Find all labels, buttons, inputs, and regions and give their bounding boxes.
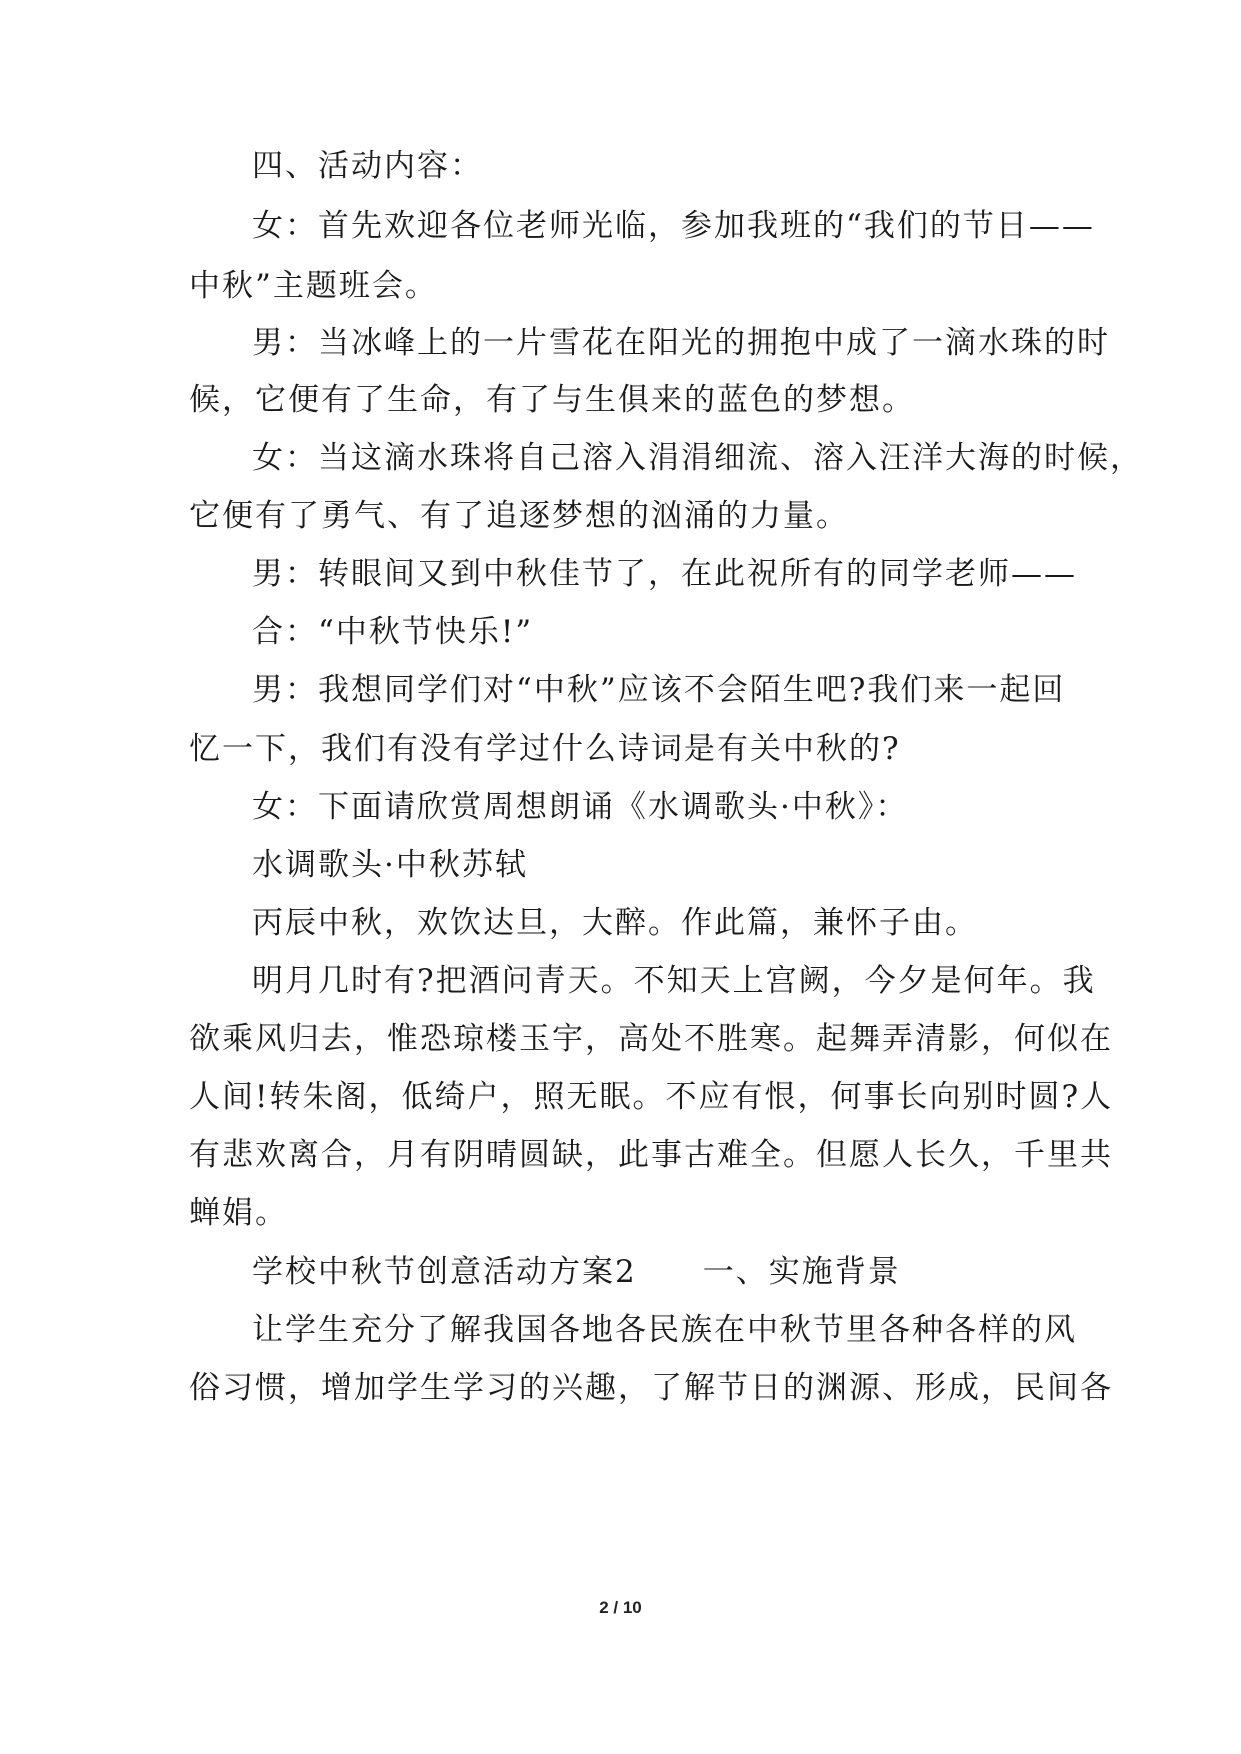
text-line: 俗习惯，增加学生学习的兴趣，了解节日的渊源、形成，民间各 — [189, 1370, 1113, 1406]
text-line: 让学生充分了解我国各地各民族在中秋节里各种各样的风 — [252, 1312, 1077, 1348]
text-line: 丙辰中秋，欢饮达旦，大醉。作此篇，兼怀子由。 — [252, 905, 978, 941]
text-line: 忆一下，我们有没有学过什么诗词是有关中秋的? — [189, 731, 901, 767]
text-line: 女：下面请欣赏周想朗诵《水调歌头·中秋》： — [252, 789, 909, 825]
text-line: 女：首先欢迎各位老师光临，参加我班的“我们的节日—— — [252, 208, 1095, 244]
text-line: 候，它便有了生命，有了与生俱来的蓝色的梦想。 — [189, 382, 915, 418]
text-line: 它便有了勇气、有了追逐梦想的汹涌的力量。 — [189, 498, 849, 534]
text-line: 明月几时有?把酒问青天。不知天上宫阙，今夕是何年。我 — [252, 963, 1096, 999]
text-line: 中秋”主题班会。 — [189, 268, 438, 304]
text-line: 女：当这滴水珠将自己溶入涓涓细流、溶入汪洋大海的时候， — [252, 440, 1143, 476]
poem-title: 水调歌头·中秋苏轼 — [252, 847, 528, 883]
text-line: 人间!转朱阁，低绮户，照无眠。不应有恨，何事长向别时圆?人 — [189, 1079, 1114, 1115]
text-line: 男：我想同学们对“中秋”应该不会陌生吧?我们来一起回 — [252, 672, 1066, 708]
section-heading: 学校中秋节创意活动方案2 一、实施背景 — [252, 1254, 901, 1290]
text-line: 欲乘风归去，惟恐琼楼玉宇，高处不胜寒。起舞弄清影，何似在 — [189, 1021, 1113, 1057]
text-line: 蝉娟。 — [189, 1195, 288, 1231]
text-line: 男：当冰峰上的一片雪花在阳光的拥抱中成了一滴水珠的时 — [252, 325, 1110, 361]
page-number: 2 / 10 — [599, 1598, 642, 1617]
text-line: 有悲欢离合，月有阴晴圆缺，此事古难全。但愿人长久，千里共 — [189, 1137, 1113, 1173]
text-line: 合：“中秋节快乐!” — [252, 614, 534, 650]
text-line: 男：转眼间又到中秋佳节了，在此祝所有的同学老师—— — [252, 556, 1077, 592]
text-line: 四、活动内容： — [252, 148, 483, 184]
